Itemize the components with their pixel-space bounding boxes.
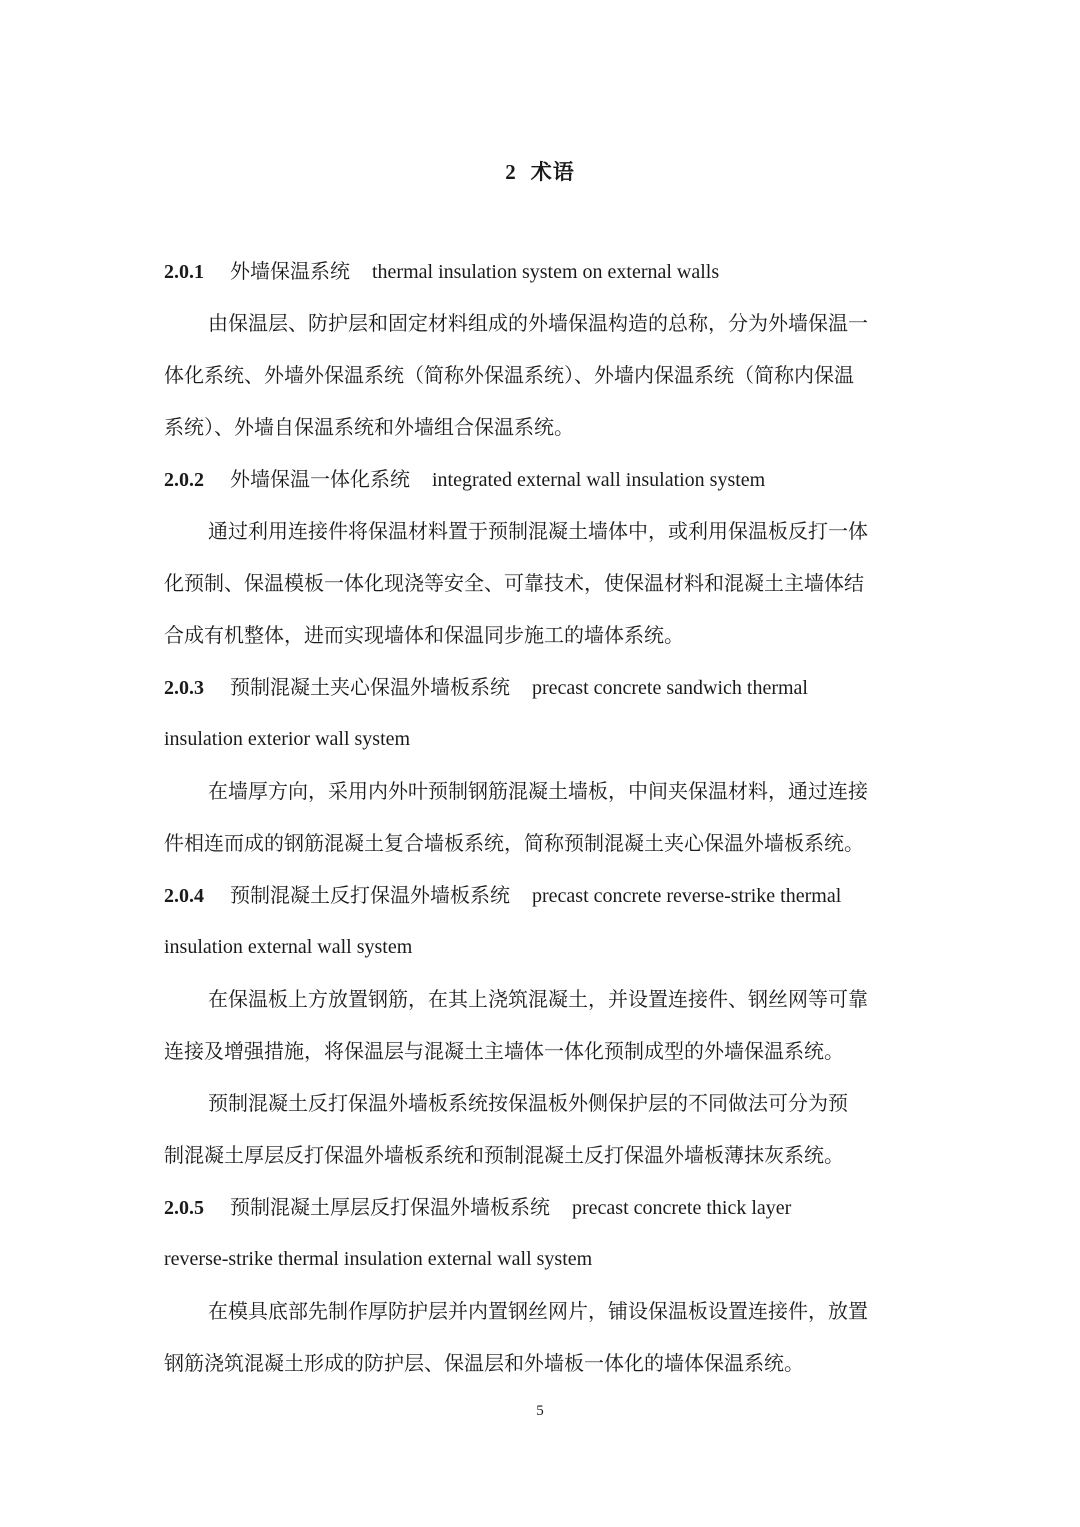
term-english-name-continued: insulation external wall system <box>164 936 413 958</box>
term-chinese-name: 预制混凝土反打保温外墙板系统 <box>230 883 510 907</box>
term-definition-line: 钢筋浇筑混凝土形成的防护层、保温层和外墙板一体化的墙体保温系统。 <box>164 1351 804 1375</box>
term-definition-line: 系统）、外墙自保温系统和外墙组合保温系统。 <box>164 415 574 439</box>
term-english-name-continued: reverse-strike thermal insulation external wall system <box>164 1248 593 1270</box>
term-definition-line: 由保温层、防护层和固定材料组成的外墙保温构造的总称，分为外墙保温一 <box>208 311 868 335</box>
chapter-title-text: 术语 <box>530 159 575 184</box>
term-definition-line: 在墙厚方向，采用内外叶预制钢筋混凝土墙板，中间夹保温材料，通过连接 <box>208 779 868 803</box>
term-english-name: integrated external wall insulation system <box>432 469 766 491</box>
term-definition-line: 连接及增强措施，将保温层与混凝土主墙体一体化预制成型的外墙保温系统。 <box>164 1039 844 1063</box>
term-definition-line: 制混凝土厚层反打保温外墙板系统和预制混凝土反打保温外墙板薄抹灰系统。 <box>164 1143 844 1167</box>
term-chinese-name: 预制混凝土厚层反打保温外墙板系统 <box>230 1195 550 1219</box>
term-definition-line: 化预制、保温模板一体化现浇等安全、可靠技术，使保温材料和混凝土主墙体结 <box>164 571 864 595</box>
term-heading-2-0-5 <box>164 1181 924 1233</box>
chapter-title <box>0 156 1080 188</box>
term-definition-line: 体化系统、外墙外保温系统（简称外保温系统）、外墙内保温系统（简称内保温 <box>164 363 854 387</box>
term-number: 2.0.1 <box>164 261 204 283</box>
term-definition-line: 预制混凝土反打保温外墙板系统按保温板外侧保护层的不同做法可分为预 <box>208 1091 848 1115</box>
term-heading-2-0-3 <box>164 661 924 713</box>
term-english-name-continued: insulation exterior wall system <box>164 728 411 750</box>
term-number: 2.0.5 <box>164 1197 204 1219</box>
term-heading-2-0-2 <box>164 453 924 505</box>
term-definition-line: 在模具底部先制作厚防护层并内置钢丝网片，铺设保温板设置连接件，放置 <box>208 1299 868 1323</box>
term-number: 2.0.2 <box>164 469 204 491</box>
term-chinese-name: 外墙保温系统 <box>230 259 350 283</box>
term-english-name: precast concrete reverse-strike thermal <box>532 885 842 907</box>
term-english-name: precast concrete sandwich thermal <box>532 677 808 699</box>
terms-content <box>164 245 924 1389</box>
term-english-name: precast concrete thick layer <box>572 1197 792 1219</box>
chapter-number: 2 <box>505 160 517 184</box>
term-definition-line: 通过利用连接件将保温材料置于预制混凝土墙体中，或利用保温板反打一体 <box>208 519 868 543</box>
term-number: 2.0.4 <box>164 885 204 907</box>
term-definition-line: 件相连而成的钢筋混凝土复合墙板系统，简称预制混凝土夹心保温外墙板系统。 <box>164 831 864 855</box>
term-heading-2-0-4 <box>164 869 924 921</box>
term-chinese-name: 外墙保温一体化系统 <box>230 467 410 491</box>
page-number: 5 <box>536 1403 544 1419</box>
term-definition-line: 在保温板上方放置钢筋，在其上浇筑混凝土，并设置连接件、钢丝网等可靠 <box>208 987 868 1011</box>
term-number: 2.0.3 <box>164 677 204 699</box>
term-chinese-name: 预制混凝土夹心保温外墙板系统 <box>230 675 510 699</box>
term-english-name: thermal insulation system on external walls <box>372 261 720 283</box>
term-heading-2-0-1 <box>164 245 924 297</box>
term-definition-line: 合成有机整体，进而实现墙体和保温同步施工的墙体系统。 <box>164 623 684 647</box>
